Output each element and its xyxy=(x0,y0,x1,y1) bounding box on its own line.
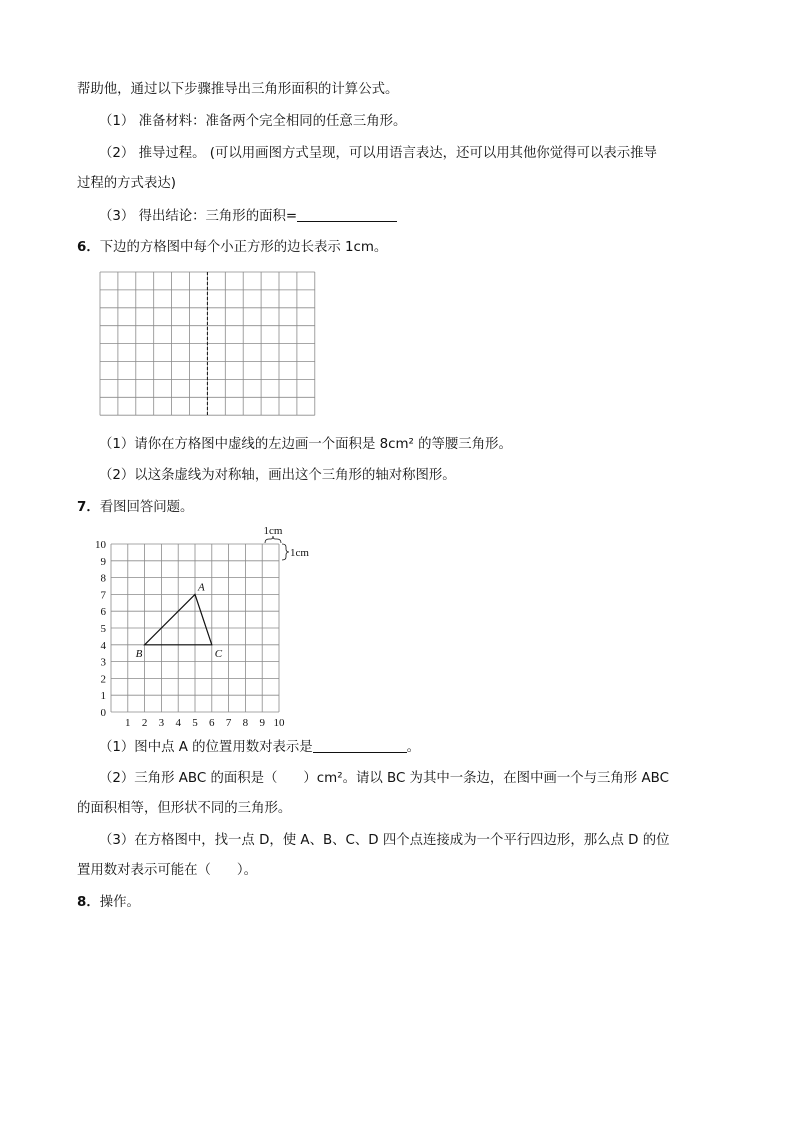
question-7-part-1-end: 。 xyxy=(406,740,421,755)
x-tick-label: 10 xyxy=(273,717,285,729)
question-7-part-2-continuation: 的面积相等，但形状不同的三角形。 xyxy=(77,801,292,816)
y-tick-label: 5 xyxy=(100,623,106,635)
y-tick-label: 10 xyxy=(95,539,106,551)
question-7-part-1-text: （1）图中点 A 的位置用数对表示是 xyxy=(99,740,313,755)
question-7-part-1 xyxy=(99,738,420,757)
y-tick-label: 9 xyxy=(100,555,106,568)
step-3 xyxy=(99,207,397,226)
y-tick-label: 2 xyxy=(100,673,106,686)
question-7-part-2-text: （2）三角形 ABC 的面积是（ xyxy=(99,771,278,786)
question-7-part-2-text-2: ）cm²。请以 BC 为其中一条边，在图中画一个与三角形 ABC xyxy=(303,771,669,786)
question-6-part-2: （2）以这条虚线为对称轴，画出这个三角形的轴对称图形。 xyxy=(99,468,456,483)
y-tick-label: 6 xyxy=(100,606,106,619)
unit-brace-side xyxy=(282,544,289,560)
question-7-number: 7． xyxy=(77,500,100,515)
unit-label-top: 1cm xyxy=(263,525,283,537)
question-8-number: 8． xyxy=(77,895,100,910)
x-tick-label: 7 xyxy=(225,717,232,729)
question-8-stem xyxy=(77,894,140,912)
x-tick-label: 4 xyxy=(175,717,181,729)
step-2-text: 推导过程。 (可以用画图方式呈现，可以用语言表达，还可以用其他你觉得可以表示推导 xyxy=(138,146,657,161)
question-7-part-3-end: ）。 xyxy=(236,863,257,878)
point-label-b: B xyxy=(135,647,143,660)
x-tick-label: 8 xyxy=(242,717,249,729)
point-label-c: C xyxy=(214,647,223,660)
question-6-number: 6． xyxy=(77,240,100,255)
step-2-number: （2） xyxy=(99,146,135,161)
step-1 xyxy=(99,113,406,131)
x-tick-label: 9 xyxy=(259,717,265,729)
step-2 xyxy=(99,145,657,163)
coordinate-answer-blank[interactable] xyxy=(313,738,407,753)
question-7-part-2 xyxy=(99,770,669,788)
question-7-part-3-line-2 xyxy=(77,862,257,880)
question-6-stem xyxy=(77,239,387,257)
step-3-text: 得出结论：三角形的面积= xyxy=(138,209,298,224)
y-tick-label: 0 xyxy=(100,707,106,719)
question-7-stem xyxy=(77,499,193,517)
intro-text: 帮助他，通过以下步骤推导出三角形面积的计算公式。 xyxy=(77,82,399,97)
x-tick-label: 3 xyxy=(158,717,165,729)
answer-blank[interactable] xyxy=(297,207,397,222)
x-tick-label: 2 xyxy=(141,717,148,729)
question-6-part-1: （1）请你在方格图中虚线的左边画一个面积是 8cm² 的等腰三角形。 xyxy=(99,437,512,452)
unit-label-side: 1cm xyxy=(290,547,309,559)
y-tick-label: 1 xyxy=(100,690,106,703)
x-tick-label: 5 xyxy=(192,717,198,729)
step-3-number: （3） xyxy=(99,209,135,224)
y-tick-label: 4 xyxy=(100,639,106,652)
step-1-text: 准备材料：准备两个完全相同的任意三角形。 xyxy=(138,114,407,129)
question-7-text: 看图回答问题。 xyxy=(99,500,194,515)
y-tick-label: 8 xyxy=(100,572,106,585)
unit-brace-top xyxy=(265,536,281,543)
point-label-a: A xyxy=(198,581,205,594)
x-tick-label: 1 xyxy=(125,717,131,729)
question-7-part-3: （3）在方格图中，找一点 D，使 A、B、C、D 四个点连接成为一个平行四边形，那么点 D 的位 xyxy=(99,833,670,848)
y-tick-label: 7 xyxy=(100,589,106,602)
question-8-text: 操作。 xyxy=(99,895,140,910)
step-2-continuation: 过程的方式表达) xyxy=(77,176,176,191)
x-tick-label: 6 xyxy=(209,717,215,729)
y-tick-label: 3 xyxy=(100,656,106,669)
step-1-number: （1） xyxy=(99,114,135,129)
question-6-text: 下边的方格图中每个小正方形的边长表示 1cm。 xyxy=(99,240,388,255)
coordinate-graph-q7[interactable] xyxy=(86,520,326,735)
grid-q6[interactable] xyxy=(100,272,318,418)
question-7-part-3-text: 置用数对表示可能在（ xyxy=(77,863,211,878)
